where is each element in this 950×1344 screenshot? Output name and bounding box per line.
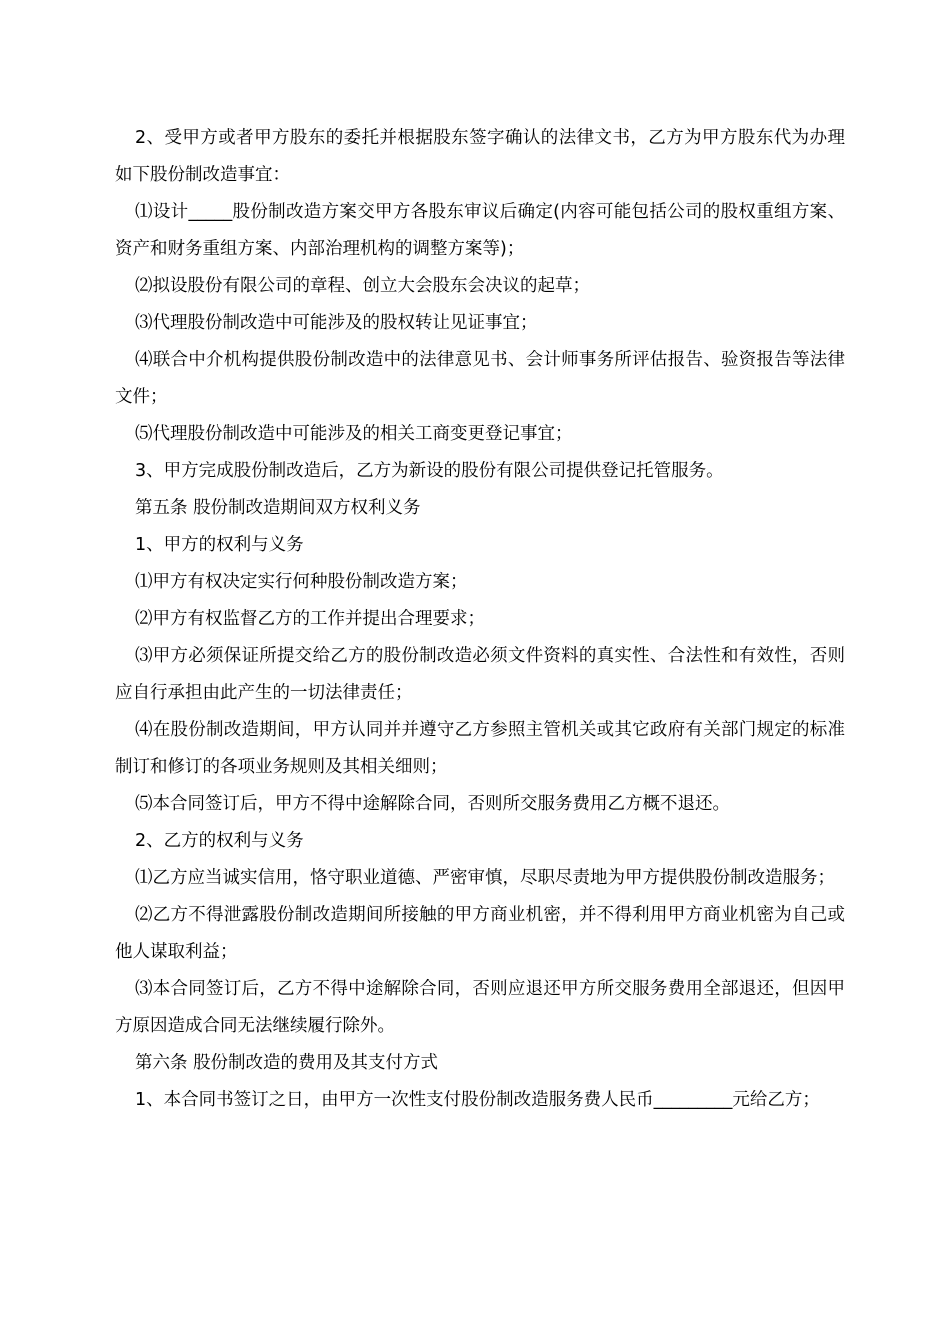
party-b-item-3: ⑶本合同签订后，乙方不得中途解除合同，否则应退还甲方所交服务费用全部退还，但因甲方原因造成合同无法继续履行除外。 [115,979,845,1036]
paragraph-custody-service: 3、甲方完成股份制改造后，乙方为新设的股份有限公司提供登记托管服务。 [135,461,724,481]
party-b-item-1: ⑴乙方应当诚实信用，恪守职业道德、严密审慎，尽职尽责地为甲方提供股份制改造服务； [135,868,835,888]
article-5-heading: 第五条 股份制改造期间双方权利义务 [135,498,421,518]
party-a-item-5: ⑸本合同签订后，甲方不得中途解除合同，否则所交服务费用乙方概不退还。 [135,794,730,814]
paragraph-item-3-equity-transfer: ⑶代理股份制改造中可能涉及的股权转让见证事宜； [135,313,538,333]
party-b-item-2: ⑵乙方不得泄露股份制改造期间所接触的甲方商业机密，并不得利用甲方商业机密为自己或他人谋取利益； [115,905,845,962]
party-b-rights-heading: 2、乙方的权利与义务 [135,831,304,851]
paragraph-item-2-charter: ⑵拟设股份有限公司的章程、创立大会股东会决议的起草； [135,276,590,296]
paragraph-item-1-design: ⑴设计_____股份制改造方案交甲方各股东审议后确定(内容可能包括公司的股权重组方案、资产和财务重组方案、内部治理机构的调整方案等)； [115,202,845,259]
payment-clause-1: 1、本合同书签订之日，由甲方一次性支付股份制改造服务费人民币_________元给乙方； [135,1090,820,1110]
paragraph-shareholder-authorization: 2、受甲方或者甲方股东的委托并根据股东签字确认的法律文书，乙方为甲方股东代为办理如下股份制改造事宜： [115,128,845,185]
party-a-item-2: ⑵甲方有权监督乙方的工作并提出合理要求； [135,609,485,629]
paragraph-item-5-registration: ⑸代理股份制改造中可能涉及的相关工商变更登记事宜； [135,424,573,444]
party-a-item-4: ⑷在股份制改造期间，甲方认同并并遵守乙方参照主管机关或其它政府有关部门规定的标准制订和修订的各项业务规则及其相关细则； [115,720,845,777]
party-a-item-1: ⑴甲方有权决定实行何种股份制改造方案； [135,572,468,592]
party-a-item-3: ⑶甲方必须保证所提交给乙方的股份制改造必须文件资料的真实性、合法性和有效性，否则应自行承担由此产生的一切法律责任； [115,646,845,703]
paragraph-item-4-legal-documents: ⑷联合中介机构提供股份制改造中的法律意见书、会计师事务所评估报告、验资报告等法律文件； [115,350,845,407]
article-6-heading: 第六条 股份制改造的费用及其支付方式 [135,1053,439,1073]
document-page [115,120,845,1119]
party-a-rights-heading: 1、甲方的权利与义务 [135,535,304,555]
